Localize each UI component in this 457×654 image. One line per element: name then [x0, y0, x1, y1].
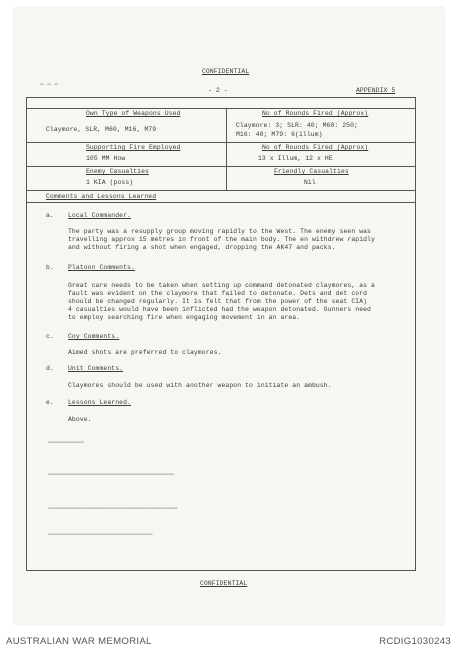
- section-letter: e.: [46, 399, 54, 406]
- supporting-fire-value: 105 MM How: [86, 155, 126, 162]
- section-letter: c.: [46, 333, 54, 340]
- paragraph-line: fault was evident on the claymore that failed to detonate. Dets and det cord: [68, 290, 368, 297]
- rounds-fired-line-2: M16: 40; M79: 6(illum): [236, 131, 323, 138]
- archive-reference: RCDIG1030243: [379, 636, 451, 647]
- archive-watermark: [0, 630, 457, 654]
- section-title-unit-comments: Unit Comments.: [68, 365, 124, 372]
- row-divider: [26, 202, 416, 203]
- paragraph-line: The party was a resupply group moving rapidly to the West. The enemy seen was: [68, 228, 371, 235]
- paragraph-line: Above.: [68, 416, 92, 423]
- row-divider: [26, 166, 416, 167]
- enemy-casualties-value: 1 KIA (poss): [86, 179, 134, 186]
- section-letter: a.: [46, 212, 54, 219]
- support-rounds-value: 13 x Illum, 12 x HE: [258, 155, 333, 162]
- row-divider: [26, 142, 416, 143]
- paragraph-line: 4 casualties would have been inflicted had the weapon detonated. Gunners need: [68, 306, 371, 313]
- paragraph-line: Great care needs to be taken when setting up command detonated claymores, as a: [68, 282, 375, 289]
- classification-header: CONFIDENTIAL: [202, 68, 250, 75]
- rounds-fired-heading: No of Rounds Fired (Approx): [262, 110, 369, 117]
- bleed-through-mark: ▬ ▬ ▬: [40, 80, 59, 87]
- section-letter: d.: [46, 365, 54, 372]
- section-letter: b.: [46, 264, 54, 271]
- enemy-casualties-heading: Enemy Casualties: [86, 168, 149, 175]
- own-weapons-value: Claymore, SLR, M60, M16, M79: [46, 126, 157, 133]
- institution-name: AUSTRALIAN WAR MEMORIAL: [6, 636, 152, 647]
- section-title-local-commander: Local Commander.: [68, 212, 131, 219]
- paragraph-line: and without firing a shot when engaged, dropping the AK47 and packs.: [68, 244, 336, 251]
- section-title-platoon-comments: Platoon Comments.: [68, 264, 135, 271]
- row-divider: [26, 108, 416, 109]
- section-title-coy-comments: Coy Comments.: [68, 333, 120, 340]
- paragraph-line: travelling approx 15 metres in front of the main body. The en withdrew rapidly: [68, 236, 375, 243]
- support-rounds-heading: No of Rounds Fired (Approx): [262, 144, 369, 151]
- bleed-through-mark: ▬▬▬▬▬▬▬▬▬▬: [48, 438, 85, 445]
- classification-footer: CONFIDENTIAL: [200, 580, 248, 587]
- paragraph-line: Aimed shots are preferred to claymores.: [68, 349, 222, 356]
- supporting-fire-heading: Supporting Fire Employed: [86, 144, 181, 151]
- bleed-through-mark: ▬▬▬▬▬▬▬▬▬▬▬▬▬▬▬▬▬▬▬▬▬▬▬▬▬▬▬▬▬▬▬▬▬▬▬▬: [48, 504, 178, 511]
- paragraph-line: Claymores should be used with another weapon to initiate an ambush.: [68, 382, 332, 389]
- row-divider: [26, 190, 416, 191]
- appendix-label: APPENDIX 5: [356, 87, 396, 94]
- friendly-casualties-heading: Friendly Casualties: [274, 168, 349, 175]
- section-title-lessons-learned: Lessons Learned.: [68, 399, 131, 406]
- friendly-casualties-value: Nil: [304, 179, 316, 186]
- page-number: - 2 -: [208, 87, 228, 94]
- paragraph-line: should be changed regularly. It is felt that from the power of the seat CIA): [68, 298, 368, 305]
- rounds-fired-line-1: Claymore: 3; SLR: 40; M60: 250;: [236, 122, 358, 129]
- paragraph-line: to employ searching fire when engaging movement in an area.: [68, 314, 301, 321]
- bleed-through-mark: ▬▬▬▬▬▬▬▬▬▬▬▬▬▬▬▬▬▬▬▬▬▬▬▬▬▬▬▬▬▬▬▬▬▬▬: [48, 470, 175, 477]
- bleed-through-mark: ▬▬▬▬▬▬▬▬▬▬▬▬▬▬▬▬▬▬▬▬▬▬▬▬▬▬▬▬▬: [48, 530, 153, 537]
- own-weapons-heading: Own Type of Weapons Used: [86, 110, 181, 117]
- comments-heading: Comments and Lessons Learned: [46, 193, 157, 200]
- column-divider: [226, 108, 227, 190]
